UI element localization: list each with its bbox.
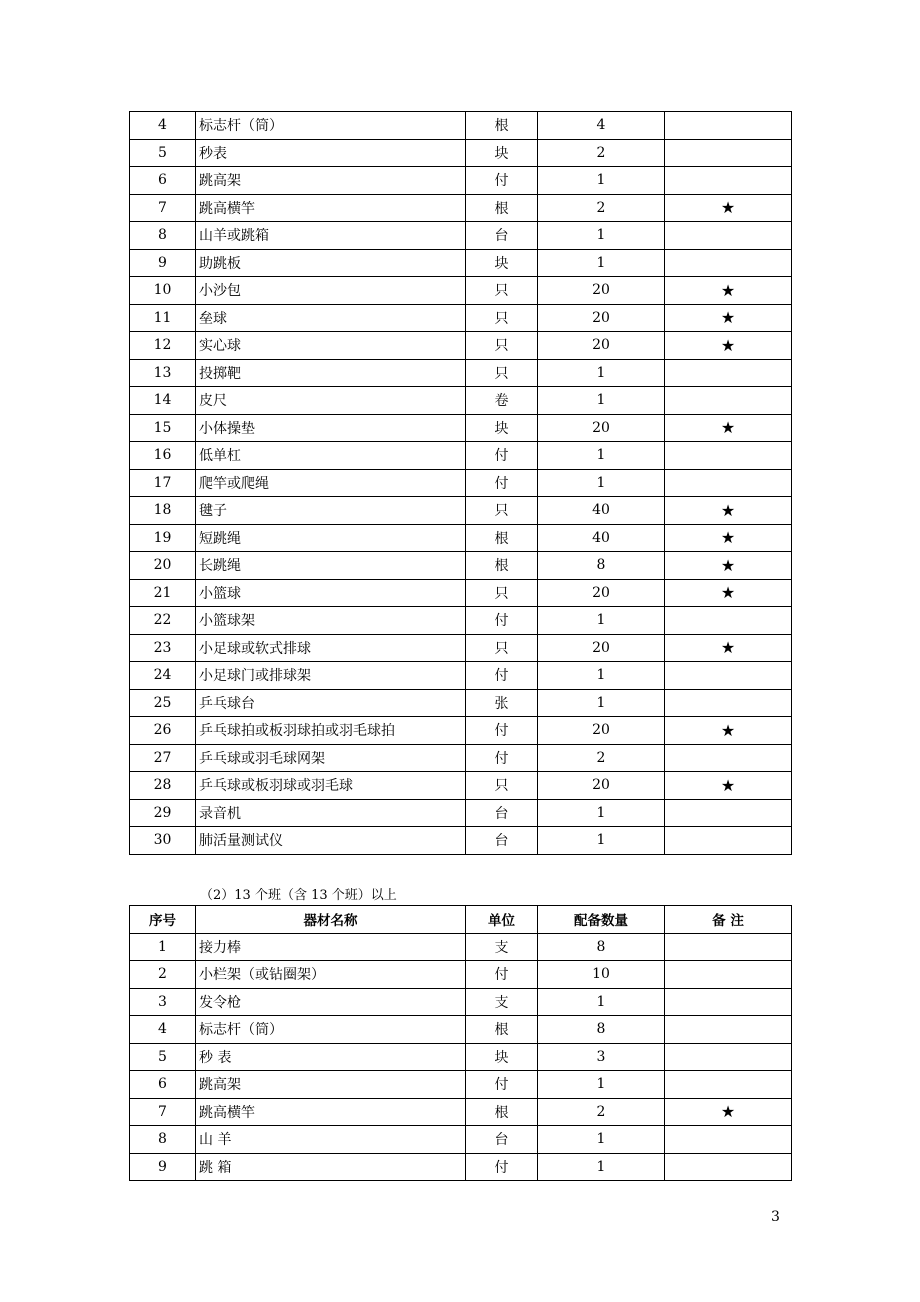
cell-name: 小足球或软式排球 bbox=[196, 634, 466, 662]
cell-name: 小篮球架 bbox=[196, 607, 466, 635]
cell-no: 18 bbox=[130, 497, 196, 525]
cell-note bbox=[665, 961, 792, 989]
cell-qty: 1 bbox=[538, 469, 665, 497]
table-row bbox=[130, 1153, 792, 1181]
cell-qty: 20 bbox=[538, 414, 665, 442]
cell-note bbox=[665, 1016, 792, 1044]
cell-unit: 付 bbox=[466, 167, 538, 195]
cell-note bbox=[665, 744, 792, 772]
cell-unit: 只 bbox=[466, 497, 538, 525]
cell-unit: 只 bbox=[466, 359, 538, 387]
cell-unit: 只 bbox=[466, 579, 538, 607]
cell-note: ★ bbox=[665, 332, 792, 360]
cell-no: 13 bbox=[130, 359, 196, 387]
cell-note bbox=[665, 249, 792, 277]
cell-name: 录音机 bbox=[196, 799, 466, 827]
table-row bbox=[130, 689, 792, 717]
cell-no: 27 bbox=[130, 744, 196, 772]
cell-note: ★ bbox=[665, 579, 792, 607]
cell-qty: 8 bbox=[538, 1016, 665, 1044]
cell-no: 4 bbox=[130, 1016, 196, 1044]
cell-unit: 台 bbox=[466, 827, 538, 855]
cell-qty: 1 bbox=[538, 1071, 665, 1099]
table-row bbox=[130, 662, 792, 690]
cell-no: 12 bbox=[130, 332, 196, 360]
table-row bbox=[130, 332, 792, 360]
table-row bbox=[130, 799, 792, 827]
table-row bbox=[130, 497, 792, 525]
cell-unit: 只 bbox=[466, 772, 538, 800]
cell-name: 发令枪 bbox=[196, 988, 466, 1016]
cell-unit: 块 bbox=[466, 414, 538, 442]
cell-no: 22 bbox=[130, 607, 196, 635]
cell-no: 16 bbox=[130, 442, 196, 470]
header-note: 备 注 bbox=[665, 906, 792, 934]
cell-qty: 1 bbox=[538, 607, 665, 635]
cell-name: 小足球门或排球架 bbox=[196, 662, 466, 690]
cell-note: ★ bbox=[665, 194, 792, 222]
equipment-table-body bbox=[130, 933, 792, 1181]
equipment-table-body bbox=[130, 112, 792, 855]
cell-unit: 块 bbox=[466, 249, 538, 277]
equipment-table-part2 bbox=[129, 905, 792, 1181]
cell-qty: 1 bbox=[538, 222, 665, 250]
cell-qty: 40 bbox=[538, 524, 665, 552]
table-row bbox=[130, 1016, 792, 1044]
cell-qty: 8 bbox=[538, 933, 665, 961]
cell-note: ★ bbox=[665, 497, 792, 525]
cell-qty: 1 bbox=[538, 387, 665, 415]
cell-note bbox=[665, 139, 792, 167]
cell-note bbox=[665, 112, 792, 140]
cell-no: 9 bbox=[130, 249, 196, 277]
cell-unit: 付 bbox=[466, 442, 538, 470]
cell-qty: 4 bbox=[538, 112, 665, 140]
cell-name: 长跳绳 bbox=[196, 552, 466, 580]
cell-note: ★ bbox=[665, 772, 792, 800]
cell-unit: 付 bbox=[466, 1153, 538, 1181]
cell-no: 25 bbox=[130, 689, 196, 717]
cell-name: 皮尺 bbox=[196, 387, 466, 415]
cell-qty: 20 bbox=[538, 277, 665, 305]
cell-no: 8 bbox=[130, 222, 196, 250]
cell-qty: 1 bbox=[538, 988, 665, 1016]
table-row bbox=[130, 552, 792, 580]
cell-qty: 20 bbox=[538, 634, 665, 662]
header-unit: 单位 bbox=[466, 906, 538, 934]
cell-name: 爬竿或爬绳 bbox=[196, 469, 466, 497]
cell-note bbox=[665, 607, 792, 635]
cell-name: 毽子 bbox=[196, 497, 466, 525]
cell-unit: 付 bbox=[466, 717, 538, 745]
cell-note: ★ bbox=[665, 277, 792, 305]
cell-unit: 根 bbox=[466, 524, 538, 552]
cell-name: 肺活量测试仪 bbox=[196, 827, 466, 855]
table-row bbox=[130, 277, 792, 305]
table-row bbox=[130, 139, 792, 167]
cell-unit: 张 bbox=[466, 689, 538, 717]
section-subtitle: （2）13 个班（含 13 个班）以上 bbox=[200, 888, 397, 903]
cell-qty: 1 bbox=[538, 442, 665, 470]
cell-qty: 1 bbox=[538, 827, 665, 855]
cell-unit: 卷 bbox=[466, 387, 538, 415]
cell-name: 标志杆（筒） bbox=[196, 1016, 466, 1044]
cell-no: 2 bbox=[130, 961, 196, 989]
cell-name: 短跳绳 bbox=[196, 524, 466, 552]
cell-unit: 付 bbox=[466, 744, 538, 772]
table-row bbox=[130, 744, 792, 772]
cell-no: 1 bbox=[130, 933, 196, 961]
cell-unit: 支 bbox=[466, 933, 538, 961]
cell-qty: 20 bbox=[538, 579, 665, 607]
table-row bbox=[130, 249, 792, 277]
cell-note bbox=[665, 1071, 792, 1099]
cell-name: 投掷靶 bbox=[196, 359, 466, 387]
cell-unit: 块 bbox=[466, 139, 538, 167]
cell-no: 11 bbox=[130, 304, 196, 332]
table-row bbox=[130, 1098, 792, 1126]
cell-note bbox=[665, 387, 792, 415]
table-row bbox=[130, 772, 792, 800]
table-row bbox=[130, 1126, 792, 1154]
cell-unit: 根 bbox=[466, 112, 538, 140]
cell-no: 7 bbox=[130, 194, 196, 222]
cell-name: 乒乓球或羽毛球网架 bbox=[196, 744, 466, 772]
cell-name: 山羊或跳箱 bbox=[196, 222, 466, 250]
cell-unit: 根 bbox=[466, 194, 538, 222]
cell-note bbox=[665, 222, 792, 250]
equipment-table-part1 bbox=[129, 111, 792, 855]
cell-unit: 台 bbox=[466, 1126, 538, 1154]
cell-note bbox=[665, 988, 792, 1016]
cell-name: 秒表 bbox=[196, 139, 466, 167]
cell-qty: 10 bbox=[538, 961, 665, 989]
cell-no: 9 bbox=[130, 1153, 196, 1181]
cell-qty: 2 bbox=[538, 1098, 665, 1126]
cell-qty: 1 bbox=[538, 662, 665, 690]
table-row bbox=[130, 194, 792, 222]
table-row bbox=[130, 414, 792, 442]
table-row bbox=[130, 717, 792, 745]
cell-name: 小栏架（或钻圈架） bbox=[196, 961, 466, 989]
cell-name: 乒乓球或板羽球或羽毛球 bbox=[196, 772, 466, 800]
cell-note bbox=[665, 442, 792, 470]
table-row bbox=[130, 222, 792, 250]
cell-unit: 只 bbox=[466, 304, 538, 332]
cell-note bbox=[665, 359, 792, 387]
cell-note bbox=[665, 827, 792, 855]
cell-name: 秒 表 bbox=[196, 1043, 466, 1071]
cell-note bbox=[665, 1153, 792, 1181]
cell-name: 跳高横竿 bbox=[196, 194, 466, 222]
page-number: 3 bbox=[771, 1209, 780, 1225]
cell-no: 24 bbox=[130, 662, 196, 690]
cell-no: 20 bbox=[130, 552, 196, 580]
cell-name: 助跳板 bbox=[196, 249, 466, 277]
header-no: 序号 bbox=[130, 906, 196, 934]
cell-qty: 1 bbox=[538, 799, 665, 827]
cell-no: 30 bbox=[130, 827, 196, 855]
cell-no: 26 bbox=[130, 717, 196, 745]
cell-no: 8 bbox=[130, 1126, 196, 1154]
cell-name: 垒球 bbox=[196, 304, 466, 332]
cell-qty: 40 bbox=[538, 497, 665, 525]
cell-unit: 付 bbox=[466, 961, 538, 989]
cell-note: ★ bbox=[665, 1098, 792, 1126]
cell-name: 跳高架 bbox=[196, 167, 466, 195]
cell-no: 14 bbox=[130, 387, 196, 415]
cell-qty: 1 bbox=[538, 1126, 665, 1154]
header-name: 器材名称 bbox=[196, 906, 466, 934]
cell-unit: 只 bbox=[466, 634, 538, 662]
cell-no: 15 bbox=[130, 414, 196, 442]
cell-qty: 20 bbox=[538, 717, 665, 745]
table-row bbox=[130, 634, 792, 662]
header-qty: 配备数量 bbox=[538, 906, 665, 934]
cell-no: 7 bbox=[130, 1098, 196, 1126]
cell-qty: 8 bbox=[538, 552, 665, 580]
cell-qty: 2 bbox=[538, 139, 665, 167]
cell-no: 3 bbox=[130, 988, 196, 1016]
cell-name: 山 羊 bbox=[196, 1126, 466, 1154]
cell-qty: 1 bbox=[538, 359, 665, 387]
cell-unit: 只 bbox=[466, 332, 538, 360]
cell-name: 接力棒 bbox=[196, 933, 466, 961]
cell-note: ★ bbox=[665, 414, 792, 442]
table-row bbox=[130, 961, 792, 989]
cell-name: 小沙包 bbox=[196, 277, 466, 305]
cell-qty: 1 bbox=[538, 249, 665, 277]
cell-no: 5 bbox=[130, 1043, 196, 1071]
cell-note bbox=[665, 1126, 792, 1154]
cell-qty: 1 bbox=[538, 689, 665, 717]
cell-note bbox=[665, 1043, 792, 1071]
cell-qty: 20 bbox=[538, 304, 665, 332]
cell-qty: 20 bbox=[538, 332, 665, 360]
cell-note: ★ bbox=[665, 524, 792, 552]
table-row bbox=[130, 524, 792, 552]
cell-unit: 支 bbox=[466, 988, 538, 1016]
cell-unit: 根 bbox=[466, 1016, 538, 1044]
table-row bbox=[130, 607, 792, 635]
cell-unit: 付 bbox=[466, 1071, 538, 1099]
cell-no: 19 bbox=[130, 524, 196, 552]
table-row bbox=[130, 387, 792, 415]
cell-unit: 根 bbox=[466, 552, 538, 580]
cell-qty: 2 bbox=[538, 744, 665, 772]
table-row bbox=[130, 304, 792, 332]
cell-note: ★ bbox=[665, 304, 792, 332]
cell-qty: 20 bbox=[538, 772, 665, 800]
table-row bbox=[130, 827, 792, 855]
cell-note bbox=[665, 689, 792, 717]
cell-no: 29 bbox=[130, 799, 196, 827]
cell-qty: 1 bbox=[538, 1153, 665, 1181]
cell-unit: 付 bbox=[466, 662, 538, 690]
cell-no: 6 bbox=[130, 167, 196, 195]
cell-unit: 只 bbox=[466, 277, 538, 305]
cell-note bbox=[665, 662, 792, 690]
cell-name: 乒乓球拍或板羽球拍或羽毛球拍 bbox=[196, 717, 466, 745]
table-row bbox=[130, 442, 792, 470]
cell-unit: 台 bbox=[466, 222, 538, 250]
cell-name: 跳 箱 bbox=[196, 1153, 466, 1181]
cell-no: 21 bbox=[130, 579, 196, 607]
cell-note: ★ bbox=[665, 717, 792, 745]
cell-unit: 根 bbox=[466, 1098, 538, 1126]
cell-note bbox=[665, 799, 792, 827]
cell-no: 5 bbox=[130, 139, 196, 167]
cell-name: 乒乓球台 bbox=[196, 689, 466, 717]
cell-no: 23 bbox=[130, 634, 196, 662]
cell-name: 实心球 bbox=[196, 332, 466, 360]
table-row bbox=[130, 167, 792, 195]
table-header-row bbox=[130, 906, 792, 934]
cell-name: 低单杠 bbox=[196, 442, 466, 470]
cell-name: 小篮球 bbox=[196, 579, 466, 607]
table-row bbox=[130, 988, 792, 1016]
cell-no: 17 bbox=[130, 469, 196, 497]
cell-no: 6 bbox=[130, 1071, 196, 1099]
cell-name: 小体操垫 bbox=[196, 414, 466, 442]
cell-unit: 块 bbox=[466, 1043, 538, 1071]
cell-no: 28 bbox=[130, 772, 196, 800]
cell-qty: 3 bbox=[538, 1043, 665, 1071]
cell-note bbox=[665, 167, 792, 195]
cell-unit: 付 bbox=[466, 469, 538, 497]
cell-name: 跳高架 bbox=[196, 1071, 466, 1099]
cell-name: 跳高横竿 bbox=[196, 1098, 466, 1126]
cell-unit: 付 bbox=[466, 607, 538, 635]
table-row bbox=[130, 469, 792, 497]
cell-qty: 2 bbox=[538, 194, 665, 222]
cell-unit: 台 bbox=[466, 799, 538, 827]
table-row bbox=[130, 933, 792, 961]
table-row bbox=[130, 579, 792, 607]
cell-note: ★ bbox=[665, 634, 792, 662]
cell-note bbox=[665, 469, 792, 497]
table-row bbox=[130, 112, 792, 140]
cell-name: 标志杆（筒） bbox=[196, 112, 466, 140]
table-row bbox=[130, 1043, 792, 1071]
table-row bbox=[130, 1071, 792, 1099]
table-row bbox=[130, 359, 792, 387]
cell-no: 10 bbox=[130, 277, 196, 305]
cell-note: ★ bbox=[665, 552, 792, 580]
cell-qty: 1 bbox=[538, 167, 665, 195]
cell-note bbox=[665, 933, 792, 961]
cell-no: 4 bbox=[130, 112, 196, 140]
